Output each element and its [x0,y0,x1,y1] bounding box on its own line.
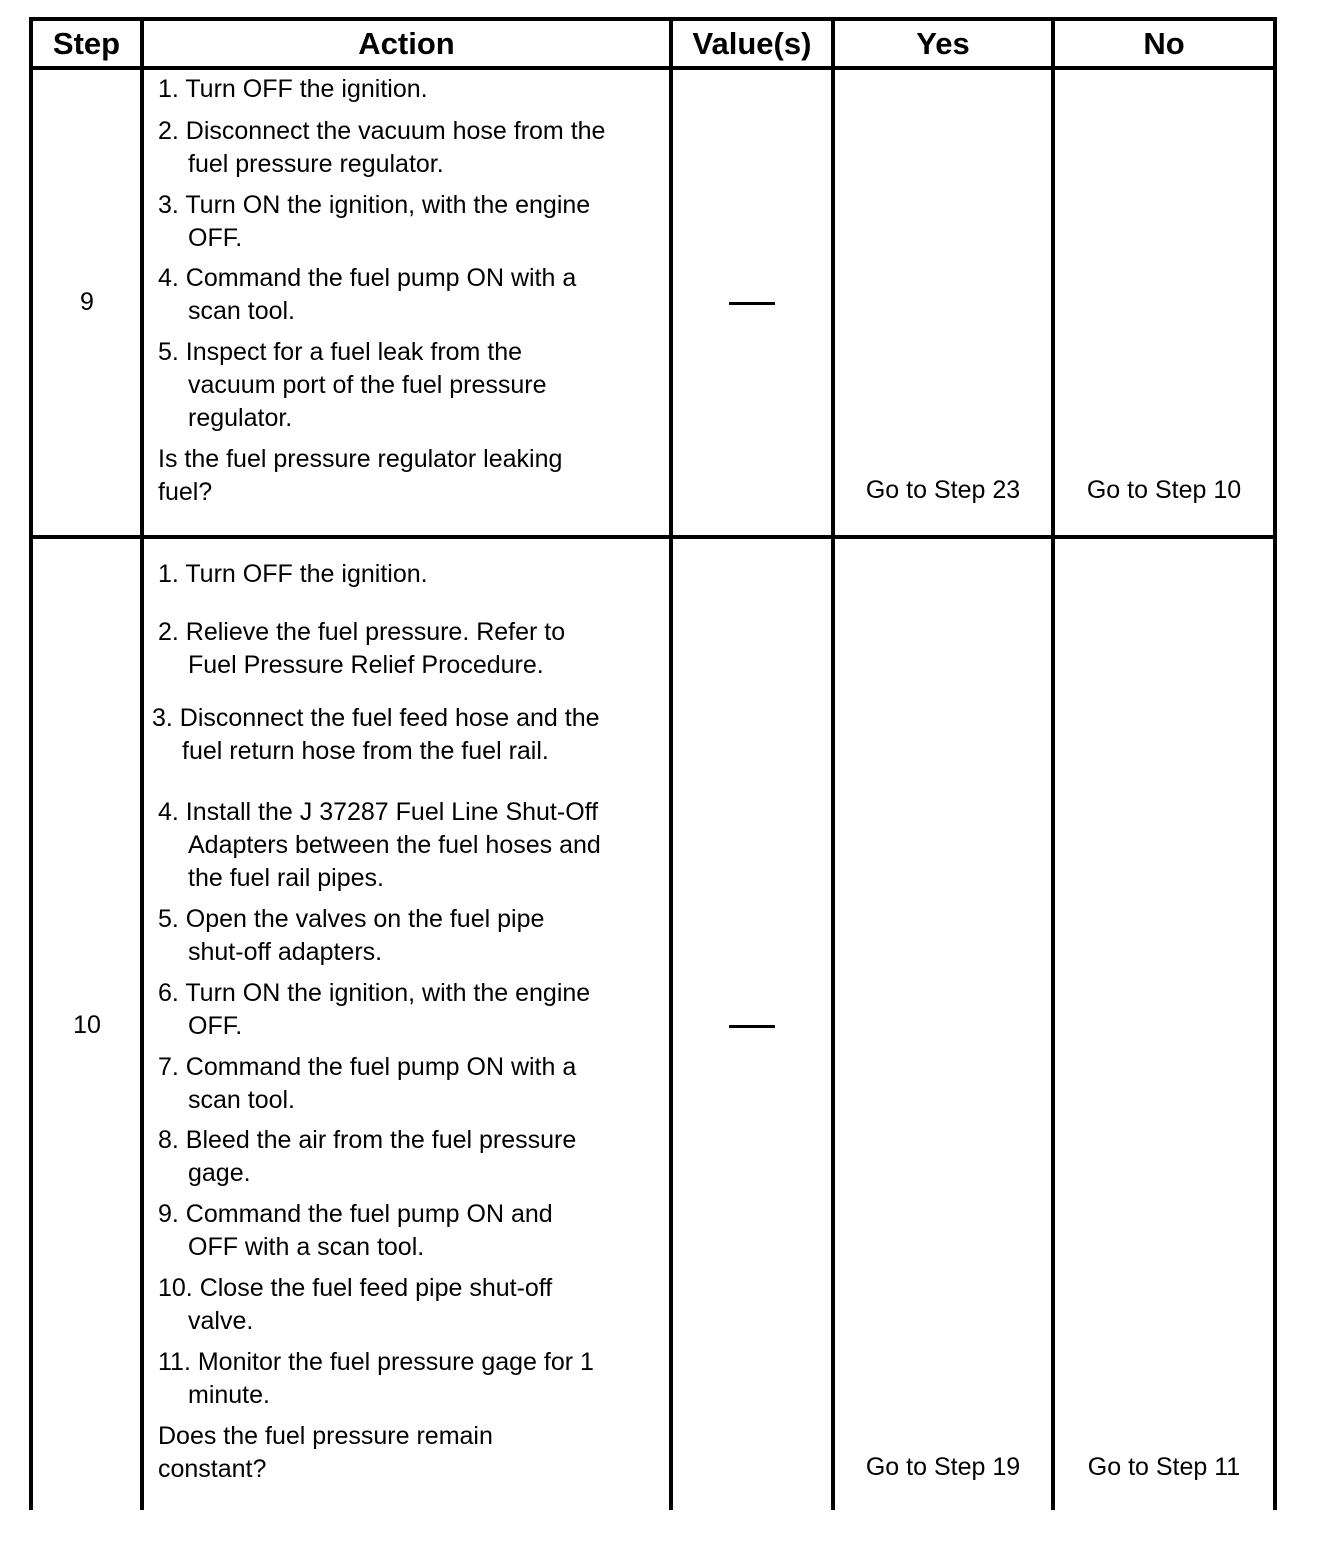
action-line: 5. Inspect for a fuel leak from the [158,338,523,366]
header-values: Value(s) [692,26,812,61]
question-line: Does the fuel pressure remain [158,1422,493,1450]
question-line: Is the fuel pressure regulator leaking [158,445,563,473]
action-line: Fuel Pressure Relief Procedure. [188,651,544,679]
action-line: the fuel rail pipes. [188,864,384,892]
value-dash [729,302,775,305]
action-item [158,1346,594,1412]
no-result: Go to Step 11 [1087,1453,1241,1481]
action-item [158,189,590,255]
yes-result: Go to Step 23 [865,476,1021,504]
col-border-right [1273,17,1277,1510]
col-border-values-yes [831,17,835,1510]
action-line: 1. Turn OFF the ignition. [158,560,428,588]
row-divider [29,535,1277,539]
action-line: 7. Command the fuel pump ON with a [158,1053,577,1081]
action-line: Adapters between the fuel hoses and [188,831,601,859]
yes-result: Go to Step 19 [865,1453,1021,1481]
action-line: 3. Turn ON the ignition, with the engine [158,191,591,219]
action-item [158,336,547,435]
action-line: 4. Command the fuel pump ON with a [158,264,577,292]
col-border-step-action [140,17,144,1510]
header-yes: Yes [916,26,970,61]
header-no: No [1143,26,1185,61]
header-action: Action [358,26,455,61]
action-item [158,558,428,591]
action-line: 5. Open the valves on the fuel pipe [158,905,545,933]
action-line: 11. Monitor the fuel pressure gage for 1 [158,1348,594,1376]
action-item [158,1124,576,1190]
action-line: valve. [188,1307,254,1335]
action-item [158,262,576,328]
action-line: regulator. [188,404,293,432]
question-line: constant? [158,1455,267,1483]
action-line: 4. Install the J 37287 Fuel Line Shut-Off [158,798,599,826]
step-number: 9 [80,288,94,316]
action-line: 2. Disconnect the vacuum hose from the [158,117,606,145]
col-border-action-values [669,17,673,1510]
action-item [152,702,600,768]
action-line: OFF with a scan tool. [188,1233,425,1261]
col-border-left [29,17,33,1510]
action-question [158,1420,493,1486]
action-line: 9. Command the fuel pump ON and [158,1200,553,1228]
action-line: gage. [188,1159,251,1187]
action-line: 3. Disconnect the fuel feed hose and the [152,704,600,732]
question-line: fuel? [158,478,213,506]
action-item [158,977,590,1043]
action-line: 8. Bleed the air from the fuel pressure [158,1126,577,1154]
action-item [158,1272,552,1338]
no-result: Go to Step 10 [1086,476,1242,504]
col-border-yes-no [1051,17,1055,1510]
action-item [158,616,565,682]
action-line: 6. Turn ON the ignition, with the engine [158,979,591,1007]
action-line: 2. Relieve the fuel pressure. Refer to [158,618,566,646]
action-line: OFF. [188,224,243,252]
action-line: OFF. [188,1012,243,1040]
action-item [158,1198,553,1264]
action-item [158,796,601,895]
action-item [158,115,605,181]
action-line: vacuum port of the fuel pressure [188,371,547,399]
action-line: fuel pressure regulator. [188,150,444,178]
action-question [158,443,562,509]
action-line: shut-off adapters. [188,938,383,966]
action-item [158,903,544,969]
header-step: Step [52,26,121,61]
action-line: 1. Turn OFF the ignition. [158,75,428,103]
step-number: 10 [73,1011,101,1039]
action-line: minute. [188,1381,270,1409]
action-line: scan tool. [188,297,296,325]
action-item [158,73,428,106]
action-item [158,1051,576,1117]
action-line: fuel return hose from the fuel rail. [182,737,549,765]
action-line: 10. Close the fuel feed pipe shut-off [158,1274,553,1302]
action-line: scan tool. [188,1086,296,1114]
value-dash [729,1025,775,1028]
